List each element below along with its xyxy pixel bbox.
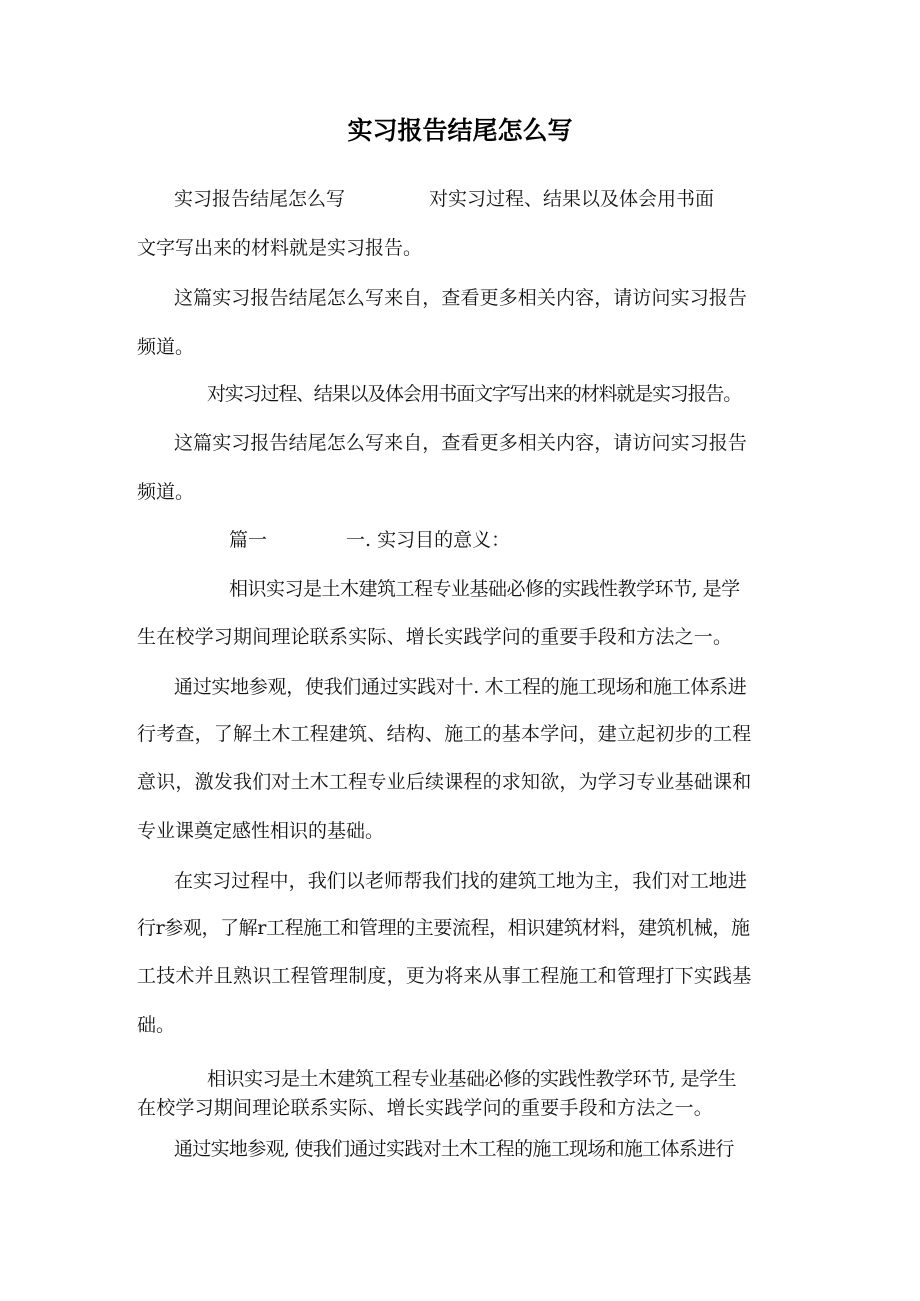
paragraph-line: 频道。 — [137, 336, 195, 358]
paragraph-line: 这篇实习报告结尾怎么写来自，查看更多相关内容，请访问实习报告 — [174, 287, 748, 309]
paragraph-line: 意识，激发我们对土木工程专业后续课程的求知欲，为学习专业基础课和 — [137, 771, 752, 793]
paragraph-line: 这篇实习报告结尾怎么写来自，查看更多相关内容，请访问实习报告 — [174, 432, 748, 454]
section-label: 篇一 — [229, 529, 268, 551]
heading-fragment: 实习报告结尾怎么写 — [174, 188, 346, 210]
paragraph-line: 对实习过程、结果以及体会用书面文字写出来的材料就是实习报告。 — [207, 383, 742, 405]
paragraph-line: 工技术并且熟识工程管理制度，更为将来从事工程施工和管理打下实践基 — [137, 965, 752, 987]
paragraph-line: 础。 — [137, 1014, 176, 1036]
paragraph-line: 在校学习期间理论联系实际、增长实践学问的重要手段和方法之一。 — [137, 1097, 714, 1119]
paragraph-line: 文字写出来的材料就是实习报告。 — [137, 237, 423, 259]
section-heading — [229, 527, 510, 553]
text-fragment: 对实习过程、结果以及体会用书面 — [429, 188, 715, 210]
paragraph-line: 通过实地参观, 使我们通过实践对土木工程的施工现场和施工体系进行 — [174, 1138, 734, 1160]
paragraph-line: 通过实地参观，使我们通过实践对十. 木工程的施工现场和施工体系进 — [174, 676, 747, 698]
paragraph-line: 行考查，了解土木工程建筑、结构、施工的基本学问，建立起初步的工程 — [137, 723, 752, 745]
paragraph-line: 相识实习是土木建筑工程专业基础必修的实践性教学环节, 是学 — [229, 578, 740, 600]
paragraph-line — [174, 186, 714, 212]
section-title: 一. 实习目的意义： — [346, 529, 511, 551]
paragraph-line: 相识实习是土木建筑工程专业基础必修的实践性教学环节, 是学生 — [207, 1068, 737, 1090]
paragraph-line: 在实习过程中，我们以老师帮我们找的建筑工地为主，我们对工地进 — [174, 870, 748, 892]
paragraph-line: 频道。 — [137, 481, 195, 503]
paragraph-line: 行r参观，了解r工程施工和管理的主要流程，相识建筑材料，建筑机械，施 — [137, 917, 750, 939]
paragraph-line: 专业课奠定感性相识的基础。 — [137, 820, 385, 842]
paragraph-line: 生在校学习期间理论联系实际、增长实践学问的重要手段和方法之一。 — [137, 626, 733, 648]
document-title: 实习报告结尾怎么写 — [347, 116, 573, 145]
